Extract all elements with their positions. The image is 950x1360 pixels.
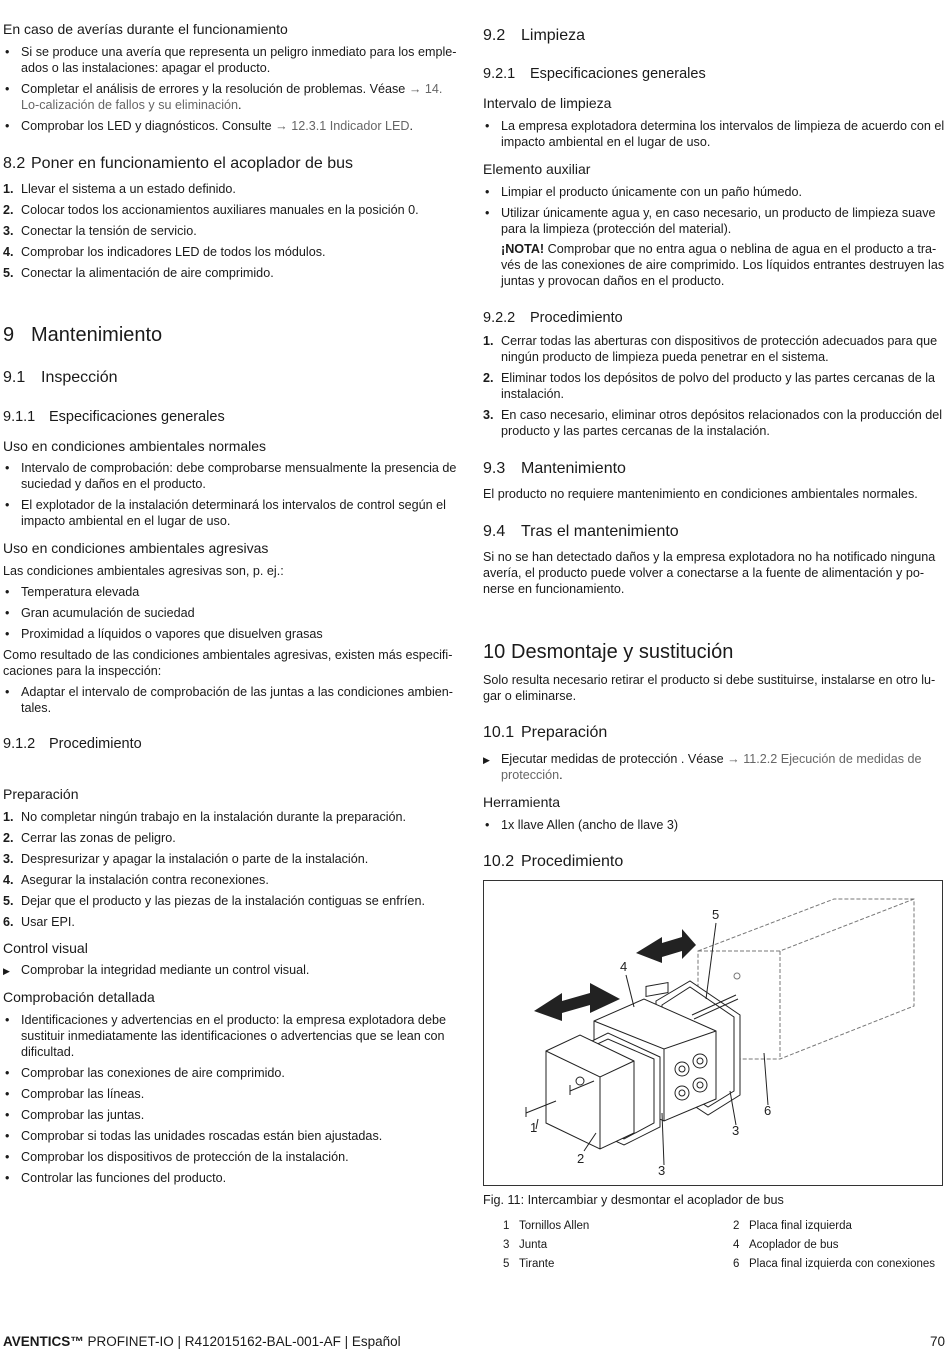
legend-item: 4 Acoplador de bus xyxy=(733,1239,839,1251)
legend-item: 6 Placa final izquierda con conexiones xyxy=(733,1258,936,1270)
intervalo-list xyxy=(483,118,945,155)
heading-9: 9 Mantenimiento xyxy=(3,324,163,346)
heading-9-2-2: 9.2.2 Procedimiento xyxy=(483,310,623,326)
list-item: • Comprobar las juntas. xyxy=(3,1107,461,1123)
list-item: • Gran acumulación de suciedad xyxy=(3,605,461,621)
list-item: • Completar el análisis de errores y la resolución de problemas. Véase → 14. Lo-calización de fallos y su eliminación. xyxy=(3,81,461,113)
list-item: 2. Cerrar las zonas de peligro. xyxy=(3,831,176,845)
heading-normales: Uso en condiciones ambientales normales xyxy=(3,438,267,454)
normales-list xyxy=(3,460,461,534)
heading-8-2: 8.2 Poner en funcionamiento el acoplador de bus xyxy=(3,155,353,172)
list-item: • El explotador de la instalación determinará los intervalos de control según el impacto ambiental en el lugar de uso. xyxy=(3,497,461,529)
exploded-view-drawing xyxy=(484,881,942,1185)
heading-9-1: 9.1 Inspección xyxy=(3,369,118,386)
text-10: Solo resulta necesario retirar el producto si debe sustituirse, instalarse en otro lu-gar o eliminarse. xyxy=(483,673,936,703)
list-item: • Comprobar si todas las unidades roscadas están bien ajustadas. xyxy=(3,1128,461,1144)
legend-item: 2 Placa final izquierda xyxy=(733,1220,852,1232)
text-9-3: El producto no requiere mantenimiento en condiciones ambientales normales. xyxy=(483,487,918,501)
arrow-icon: → xyxy=(275,119,288,133)
page-number: 70 xyxy=(929,1334,945,1349)
figure-label: 6 xyxy=(764,1103,772,1118)
agresivas-para: Como resultado de las condiciones ambientales agresivas, existen más especifi-caciones para la inspección: xyxy=(3,648,453,678)
visual-list xyxy=(3,962,461,983)
legend-item: 3 Junta xyxy=(503,1239,548,1251)
heading-10-1: 10.1 Preparación xyxy=(483,724,608,741)
list-item: • Comprobar las conexiones de aire comprimido. xyxy=(3,1065,461,1081)
list-item: 2. Colocar todos los accionamientos auxiliares manuales en la posición 0. xyxy=(3,203,419,217)
heading-9-1-1: 9.1.1 Especificaciones generales xyxy=(3,409,225,425)
xref-link[interactable]: 12.3.1 Indicador LED xyxy=(291,119,410,133)
list-item: 6. Usar EPI. xyxy=(3,915,75,929)
list-item: • Si se produce una avería que representa un peligro inmediato para los emple-ados o las instalaciones: apagar el producto. xyxy=(3,44,461,76)
xref-link[interactable]: 14. Lo-calización de fallos y su eliminación xyxy=(21,82,443,112)
heading-intervalo: Intervalo de limpieza xyxy=(483,95,612,111)
heading-averias: En caso de averías durante el funcionamiento xyxy=(3,21,288,37)
list-item: • Controlar las funciones del producto. xyxy=(3,1170,461,1186)
list-item: • Utilizar únicamente agua y, en caso necesario, un producto de limpieza suave para la limpieza (protección del material). xyxy=(483,205,945,237)
xref-link[interactable]: 11.2.2 Ejecución de medidas de protección xyxy=(501,752,922,782)
list-item: • Comprobar los dispositivos de protección de la instalación. xyxy=(3,1149,461,1165)
list-item: 1. Llevar el sistema a un estado definido. xyxy=(3,182,236,196)
list-item: • Temperatura elevada xyxy=(3,584,461,600)
list-item: 5. Conectar la alimentación de aire comprimido. xyxy=(3,266,274,280)
list-item: 4. Comprobar los indicadores LED de todos los módulos. xyxy=(3,245,326,259)
heading-preparacion: Preparación xyxy=(3,786,79,802)
steps-8-2 xyxy=(3,181,461,286)
list-item: • Identificaciones y advertencias en el producto: la empresa explotadora debe sustituir inmediatamente las identificaciones o advertencias que se lean con dificultad. xyxy=(3,1012,461,1060)
heading-9-4: 9.4 Tras el mantenimiento xyxy=(483,523,679,540)
heading-auxiliar: Elemento auxiliar xyxy=(483,161,591,177)
arrow-icon: → xyxy=(408,82,422,96)
footer-doc-info: PROFINET-IO | R412015162-BAL-001-AF | Español xyxy=(83,1334,401,1349)
detallada-list xyxy=(3,1012,461,1191)
figure-label: 5 xyxy=(712,907,720,922)
legend-item: 1 Tornillos Allen xyxy=(503,1220,590,1232)
list-item: • Adaptar el intervalo de comprobación de las juntas a las condiciones ambien-tales. xyxy=(3,684,461,716)
heading-9-3: 9.3 Mantenimiento xyxy=(483,460,626,477)
heading-10-2: 10.2 Procedimiento xyxy=(483,853,624,870)
list-item: 3. Despresurizar y apagar la instalación o parte de la instalación. xyxy=(3,852,369,866)
herramienta-list xyxy=(483,817,945,838)
auxiliar-list xyxy=(483,184,945,242)
action-item: ▶ Comprobar la integridad mediante un control visual. xyxy=(3,962,461,978)
heading-9-2: 9.2 Limpieza xyxy=(483,27,586,44)
list-item: 2. Eliminar todos los depósitos de polvo del producto y las partes cercanas de la instalación. xyxy=(483,371,936,401)
list-item: 1. No completar ningún trabajo en la instalación durante la preparación. xyxy=(3,810,407,824)
list-item: • Proximidad a líquidos o vapores que disuelven grasas xyxy=(3,626,461,642)
agresivas-list xyxy=(3,584,461,647)
list-item: • La empresa explotadora determina los intervalos de limpieza de acuerdo con el impacto ambiental en el lugar de uso. xyxy=(483,118,945,150)
figure-label: 3 xyxy=(658,1163,666,1178)
figure-caption: Fig. 11: Intercambiar y desmontar el acoplador de bus xyxy=(483,1193,784,1207)
steps-9-2-2 xyxy=(483,333,945,444)
heading-agresivas: Uso en condiciones ambientales agresivas xyxy=(3,540,269,556)
list-item: • Intervalo de comprobación: debe comprobarse mensualmente la presencia de suciedad y daños en el producto. xyxy=(3,460,461,492)
legend-item: 5 Tirante xyxy=(503,1258,555,1270)
figure-label: 1 xyxy=(530,1120,538,1135)
nota-paragraph: ¡NOTA! Comprobar que no entra agua o neblina de agua en el producto a tra-vés de las conexiones de aire comprimido. Los líquidos entrantes destruyen las juntas y provocan daños en el producto. xyxy=(501,242,945,288)
heading-9-2-1: 9.2.1 Especificaciones generales xyxy=(483,66,706,82)
list-item: 1. Cerrar todas las aberturas con dispositivos de protección adecuados para que ningún producto de limpieza pueda penetrar en el sistema. xyxy=(483,334,938,364)
averias-list xyxy=(3,44,461,139)
list-item: 5. Dejar que el producto y las piezas de la instalación contiguas se enfríen. xyxy=(3,894,425,908)
list-item: 3. Conectar la tensión de servicio. xyxy=(3,224,197,238)
heading-10: 10 Desmontaje y sustitución xyxy=(483,641,734,663)
list-item: • Comprobar los LED y diagnósticos. Consulte → 12.3.1 Indicador LED. xyxy=(3,118,461,134)
preparacion-steps xyxy=(3,809,461,935)
brand-name: AVENTICS™ xyxy=(3,1334,84,1349)
list-item: 3. En caso necesario, eliminar otros depósitos relacionados con la producción del producto y las partes cercanas de la instalación. xyxy=(483,408,943,438)
list-item: • 1x llave Allen (ancho de llave 3) xyxy=(483,817,945,833)
heading-herramienta: Herramienta xyxy=(483,794,561,810)
heading-9-1-2: 9.1.2 Procedimiento xyxy=(3,736,142,752)
agresivas-list-2 xyxy=(3,684,461,721)
list-item: • Limpiar el producto únicamente con un paño húmedo. xyxy=(483,184,945,200)
heading-control-visual: Control visual xyxy=(3,940,88,956)
action-item: ▶ Ejecutar medidas de protección . Véase → 11.2.2 Ejecución de medidas de protección. xyxy=(483,751,945,783)
nota-label: ¡NOTA! xyxy=(501,242,545,256)
arrow-icon: → xyxy=(727,752,740,766)
preparacion-10-1 xyxy=(483,751,945,788)
text-9-4: Si no se han detectado daños y la empresa explotadora no ha notificado ninguna avería, el producto puede volver a conectarse a la fuente de alimentación y po-nerse en funcionamiento. xyxy=(483,550,936,596)
agresivas-intro: Las condiciones ambientales agresivas son, p. ej.: xyxy=(3,564,284,578)
heading-detallada: Comprobación detallada xyxy=(3,989,155,1005)
list-item: 4. Asegurar la instalación contra reconexiones. xyxy=(3,873,269,887)
figure-label: 3 xyxy=(732,1123,740,1138)
figure-label: 2 xyxy=(577,1151,585,1166)
figure-bus-coupler xyxy=(483,880,943,1186)
figure-label: 4 xyxy=(620,959,628,974)
page-footer xyxy=(3,1334,945,1354)
list-item: • Comprobar las líneas. xyxy=(3,1086,461,1102)
